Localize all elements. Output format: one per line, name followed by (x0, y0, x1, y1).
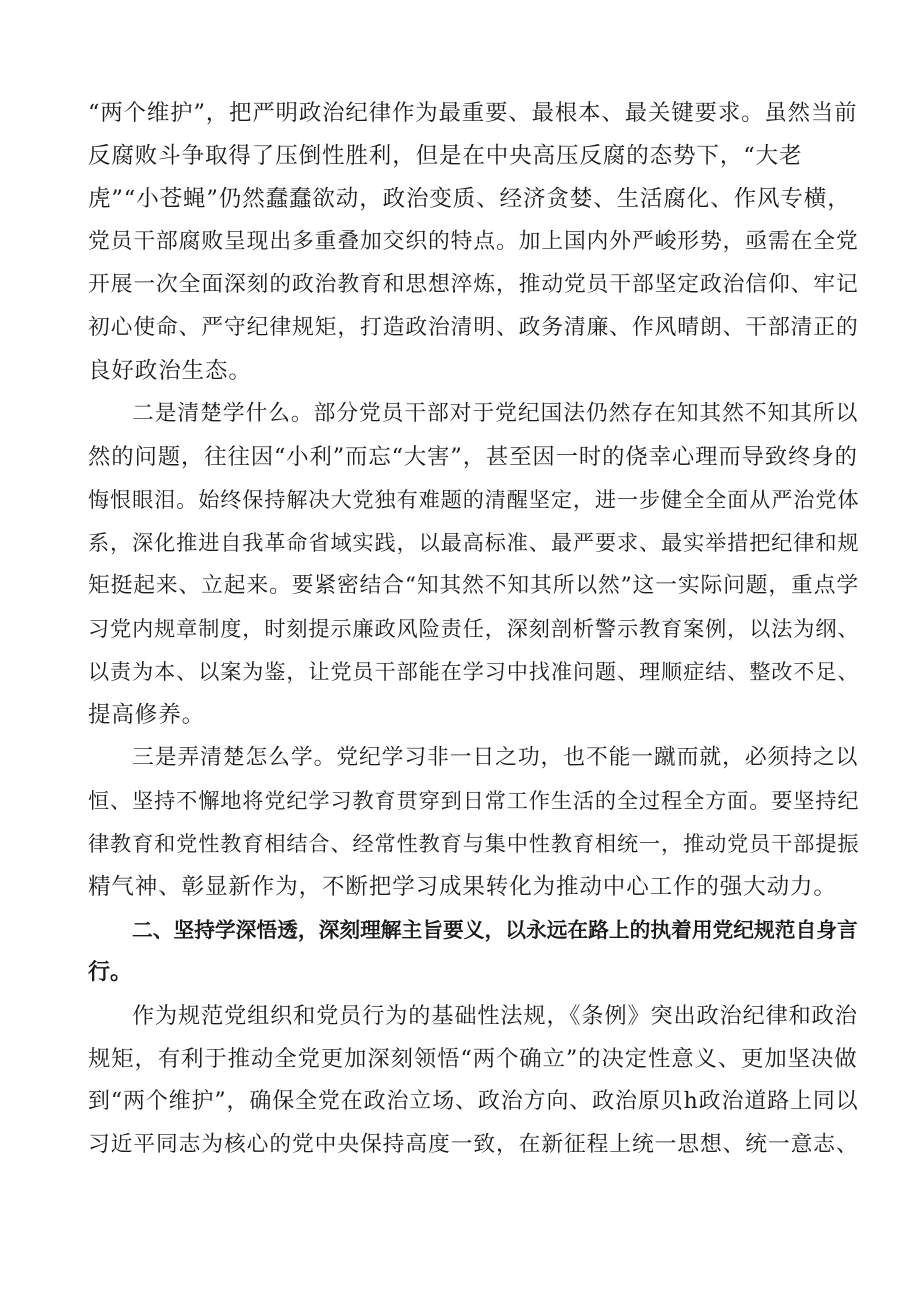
text-line: 矩挺起来、立起来。要紧密结合“知其然不知其所以然”这一实际问题，重点学 (88, 573, 859, 598)
section-heading-continued: 行。 (88, 960, 133, 985)
text-line: 党员干部腐败呈现出多重叠加交织的特点。加上国内外严峻形势，亟需在全党 (88, 229, 859, 254)
text-line: 然的问题，往往因“小利”而忘“大害”，甚至因一时的侥幸心理而导致终身的 (88, 444, 858, 470)
text-line: 到“两个维护”，确保全党在政治立场、政治方向、政治原贝h政治道路上同以 (88, 1089, 859, 1114)
text-line: 习近平同志为核心的党中央保持高度一致，在新征程上统一思想、统一意志、 (88, 1132, 859, 1157)
text-line: 律教育和党性教育相结合、经常性教育与集中性教育相统一，推动党员干部提振 (88, 831, 860, 856)
text-line: 习党内规章制度，时刻提示廉政风险责任，深刻剖析警示教育案例，以法为纲、 (88, 616, 860, 641)
text-line: 精气神、彰显新作为，不断把学习成果转化为推动中心工作的强大动力。 (88, 874, 837, 900)
text-line: 悔恨眼泪。始终保持解决大党独有难题的清醒坚定，进一步健全全面从严治党体 (88, 487, 860, 512)
text-line: 恒、坚持不懈地将党纪学习教育贯穿到日常工作生活的全过程全方面。要坚持纪 (88, 788, 860, 813)
text-line: 以责为本、以案为鉴，让党员干部能在学习中找准问题、理顺症结、整改不足、 (88, 659, 860, 684)
text-line: 系，深化推进自我革命省域实践，以最高标准、最严要求、最实举措把纪律和规 (88, 530, 860, 555)
paragraph-4-first-line: 作为规范党组织和党员行为的基础性法规，《条例》突出政治纪律和政治 (132, 1003, 858, 1029)
text-line: 反腐败斗争取得了压倒性胜利，但是在中央高压反腐的态势下，“大老 (88, 143, 803, 169)
text-line: “两个维护”，把严明政治纪律作为最重要、最根本、最关键要求。虽然当前 (88, 100, 858, 126)
text-line: 规矩，有利于推动全党更加深刻领悟“两个确立”的决定性意义、更加坚决做 (88, 1046, 858, 1072)
paragraph-2-first-line: 二是清楚学什么。部分党员干部对于党纪国法仍然存在知其然不知其所以 (132, 401, 859, 426)
text-line: 良好政治生态。 (88, 358, 252, 384)
paragraph-3-first-line: 三是弄清楚怎么学。党纪学习非一日之功，也不能一蹴而就，必须持之以 (132, 745, 859, 770)
text-line: 开展一次全面深刻的政治教育和思想淬炼，推动党员干部坚定政治信仰、牢记 (88, 272, 859, 297)
text-line: 提高修养。 (88, 702, 206, 728)
section-heading: 二、坚持学深悟透，深刻理解主旨要义，以永远在路上的执着用党纪规范自身言 (132, 918, 858, 942)
text-line: 虎”“小苍蝇”仍然蠢蠢欲动，政治变质、经济贪婪、生活腐化、作风专横， (88, 186, 851, 212)
text-line: 初心使命、严守纪律规矩，打造政治清明、政务清廉、作风晴朗、干部清正的 (88, 315, 859, 340)
